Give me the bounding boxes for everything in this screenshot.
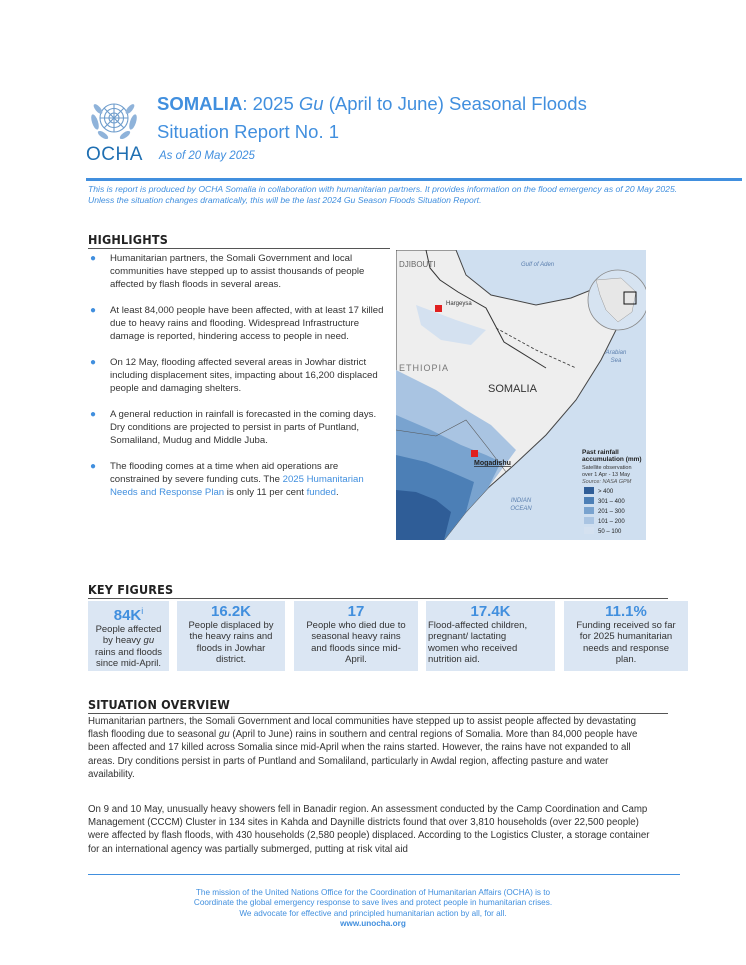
label-indian-ocean-2: OCEAN [510, 506, 532, 512]
highlight-item [88, 304, 390, 343]
legend-title-2: accumulation (mm) [582, 456, 642, 463]
hargeysa-marker [435, 305, 442, 312]
header-divider [86, 178, 742, 181]
bullet-icon: ● [90, 305, 97, 316]
footer-mission-2: Coordinate the global emergency response to save lives and protect people in humanitarian crises. [193, 898, 553, 908]
key-figure-value: 11.1% [605, 603, 647, 620]
legend-sub-1: Satellite observation [582, 465, 632, 471]
legend-swatch [584, 517, 594, 524]
overview-paragraph-1: Humanitarian partners, the Somali Government and local communities have stepped up to assist people affected by devastating flash flooding due to seasonal gu (April to June) rains in southern and central regions of Somalia. More than 84,000 people have been affected and 17 killed across Somalia since mid-April when the rains started. However, the rains have not expanded to all areas. Dry conditions persist in parts of Puntland and Somaliland, particularly in Awdal region, affecting pasture and water availability. [88, 716, 638, 780]
footer-divider [88, 874, 680, 875]
key-figure-value: 16.2K [210, 603, 252, 620]
key-figure-card [294, 601, 418, 671]
report-date: As of 20 May 2025 [159, 150, 255, 162]
footer-mission-1: The mission of the United Nations Office for the Coordination of Humanitarian Affairs (OCHA) is to [195, 888, 551, 897]
highlights-divider [88, 248, 390, 249]
page-title [157, 93, 587, 115]
legend-swatch [584, 497, 594, 504]
hnrp-link[interactable]: 2025 Humanitarian Needs and Response Plan [110, 474, 364, 498]
label-hargeysa: Hargeysa [446, 301, 472, 307]
highlight-text: On 12 May, flooding affected several areas in Jowhar district including displacement sites, impacting about 16,200 displaced people and damaging shelters. [110, 357, 378, 394]
highlight-text: A general reduction in rainfall is forecasted in the coming days. Dry conditions are projected to persist in parts of Puntland, Somaliland, Mudug and Middle Juba. [110, 409, 377, 446]
overview-heading: SITUATION OVERVIEW [88, 697, 231, 712]
footnote-marker: i [141, 606, 144, 616]
mogadishu-marker [471, 450, 478, 457]
legend-label: 301 – 400 [598, 499, 625, 505]
bullet-icon: ● [90, 357, 97, 368]
legend-source: Source: NASA GPM [582, 479, 632, 485]
funded-link[interactable]: funded [306, 487, 336, 498]
highlight-text: At least 84,000 people have been affected, with at least 17 killed due to heavy rains and flooding. Widespread Infrastructure damage is reported, hindering access to people in need. [110, 305, 384, 342]
label-mogadishu: Mogadishu [474, 460, 511, 467]
highlight-item [88, 252, 390, 291]
legend-swatch [584, 527, 594, 534]
un-emblem-icon [86, 92, 142, 148]
key-figure-value: 17 [347, 603, 365, 620]
footer-mission-3: We advocate for effective and principled humanitarian action by all, for all. [239, 908, 507, 918]
legend-label: 201 – 300 [598, 509, 625, 515]
key-figure-label: Flood-affected children, pregnant/ lactating women who received nutrition aid. [428, 620, 528, 666]
legend-title-1: Past rainfall [582, 449, 619, 456]
label-arabian-sea-2: Sea [610, 358, 622, 364]
key-figure-card [426, 601, 555, 671]
overview-paragraph-2: On 9 and 10 May, unusually heavy showers fell in Banadir region. An assessment conducted by the Camp Coordination and Camp Management (CCCM) Cluster in 134 sites in Kahda and Daynille districts found that over 3,810 households (over 22,500 people) were affected by flash floods, with 430 households (2,580 people) displaced. According to the Logistics Cluster, a storage container for an international agency was partially submerged, putting at risk vital aid [88, 804, 650, 855]
highlight-item [88, 356, 390, 395]
label-gulf: Gulf of Aden [521, 262, 555, 268]
legend-label: > 400 [598, 489, 614, 495]
title-gu: Gu [298, 93, 324, 114]
label-ethiopia: ETHIOPIA [399, 363, 450, 373]
key-figure-label: People who died due to seasonal heavy rains and floods since mid- April. [306, 620, 406, 666]
highlight-item [88, 408, 390, 447]
ocha-logo-text: OCHA [86, 144, 143, 165]
legend-label: 101 – 200 [598, 519, 625, 525]
label-indian-ocean: INDIAN [510, 498, 532, 504]
highlight-item [88, 460, 390, 499]
key-figure-value: $84K^i$ [113, 606, 144, 624]
legend-sub-2: over 1 Apr - 13 May [582, 472, 630, 478]
key-figure-card [564, 601, 688, 671]
key-figure-card [177, 601, 285, 671]
label-arabian-sea: Arabian [605, 350, 627, 356]
legend-swatch [584, 507, 594, 514]
highlight-text: . [335, 487, 339, 498]
intro-note: This is report is produced by OCHA Somalia in collaboration with humanitarian partners. It provides information on the flood emergency as of 20 May 2025. Unless the situation changes dramatically, this will be the last 2024 Gu Season Floods Situation Report. [88, 184, 678, 205]
label-djibouti: DJIBOUTI [399, 260, 436, 269]
highlight-text: The flooding comes at a time when aid operations are constrained by severe funding cuts. The [110, 461, 339, 485]
highlights-list [88, 252, 390, 512]
key-figure-label: Funding received so far for 2025 humanitarian needs and response plan. [576, 620, 676, 666]
key-figure-value: 17.4K [470, 603, 511, 620]
legend-label: 50 – 100 [598, 529, 622, 535]
legend-swatch [584, 487, 594, 494]
highlights-heading: HIGHLIGHTS [88, 232, 168, 247]
bullet-icon: ● [90, 409, 97, 420]
rainfall-map [396, 250, 646, 540]
page-subtitle: Situation Report No. 1 [157, 121, 340, 142]
key-figures-heading: KEY FIGURES [88, 582, 174, 597]
key-figures-divider [88, 598, 668, 599]
highlight-text: Humanitarian partners, the Somali Government and local communities have stepped up to assist thousands of people affected by flash floods in several areas. [110, 253, 365, 290]
highlight-text: is only 11 per cent [224, 487, 307, 498]
title-part-b: (April to June) Seasonal Floods [323, 93, 587, 114]
bullet-icon: ● [90, 461, 97, 472]
key-figure-label: People displaced by the heavy rains and floods in Jowhar district. [188, 620, 274, 666]
label-somalia: SOMALIA [488, 383, 537, 395]
key-figure-label: People affected by heavy gu rains and floods since mid-April. [94, 624, 163, 670]
title-country: SOMALIA [157, 93, 243, 114]
key-figure-card [88, 601, 169, 671]
title-part-a: : 2025 [242, 93, 299, 114]
bullet-icon: ● [90, 253, 97, 264]
footer [140, 888, 606, 929]
footer-url-link[interactable]: www.unocha.org [340, 918, 406, 928]
overview-divider [88, 713, 668, 714]
